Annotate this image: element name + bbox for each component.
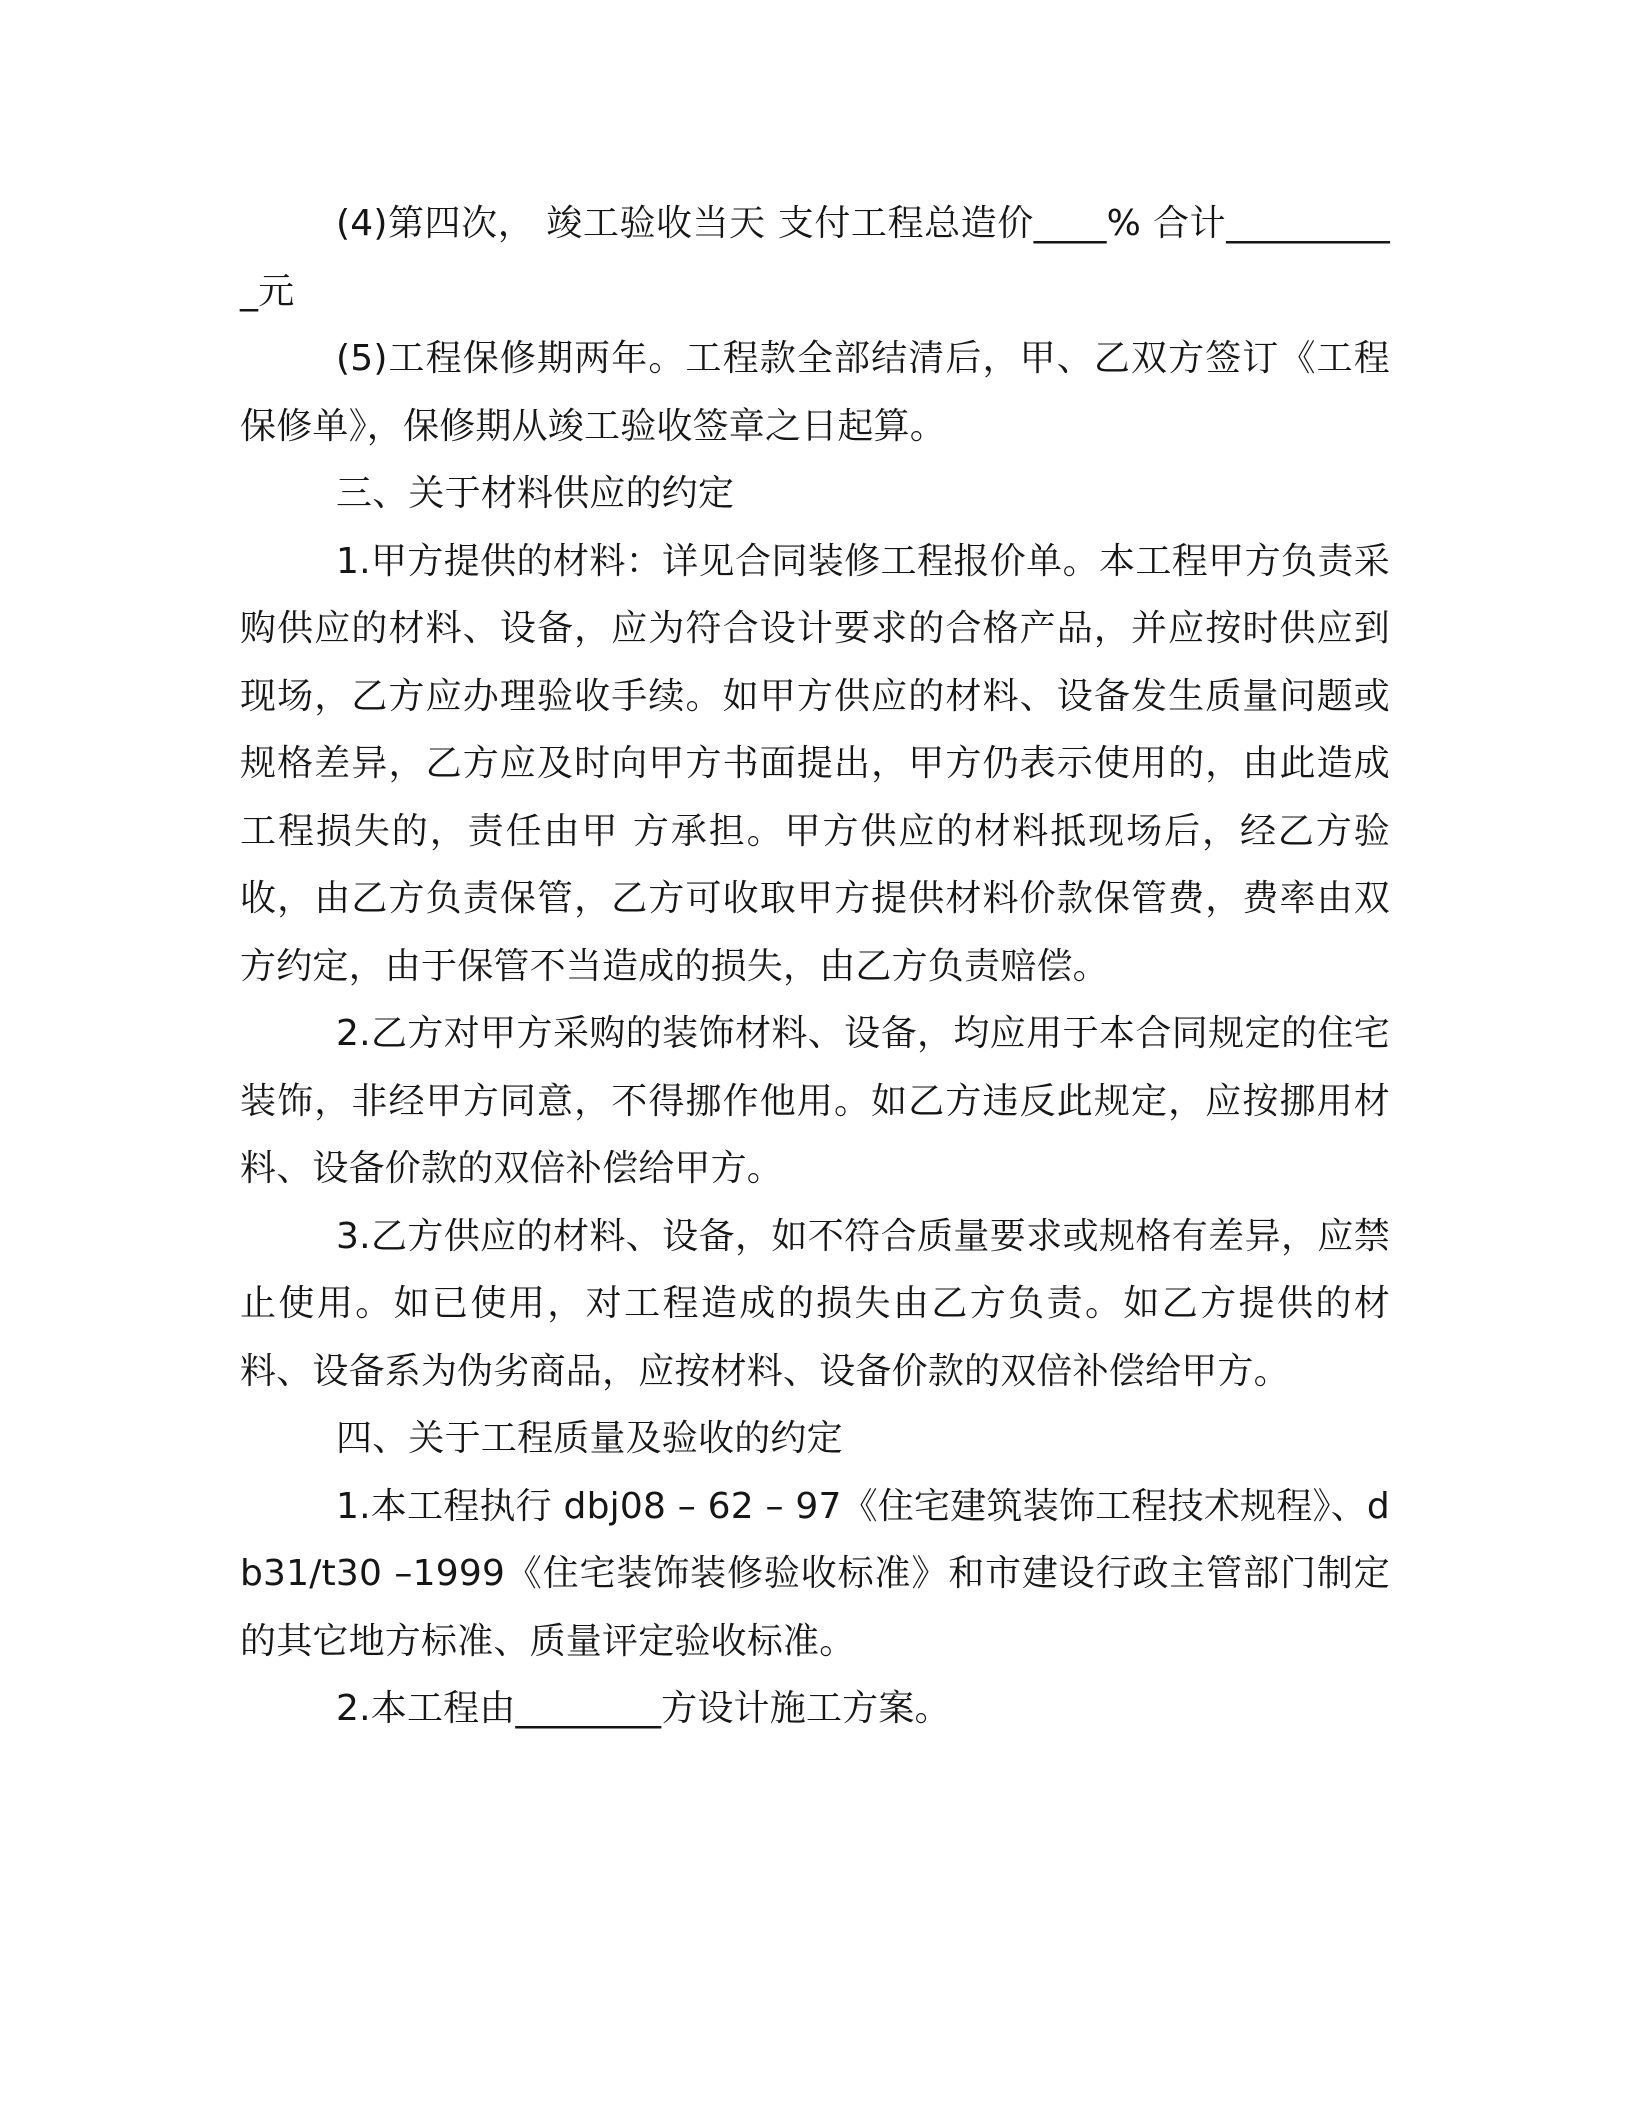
paragraph-standards: 1.本工程执行 dbj08 – 62 – 97《住宅建筑装饰工程技术规程》、db31/t30 –1999《住宅装饰装修验收标准》和市建设行政主管部门制定的其它地方标准、质量评定验收标准。 [240,1485,1390,1662]
paragraph-party-a-materials: 1.甲方提供的材料：详见合同装修工程报价单。本工程甲方负责采购供应的材料、设备，应为符合设计要求的合格产品，并应按时供应到 现场，乙方应办理验收手续。如甲方供应的材料、设备发生质量问题或规格差异，乙方应及时向甲方书面提出，甲方仍表示使用的，由此造成工程损失的，责任由甲 方承担。甲方供应的材料抵现场后，经乙方验收，由乙方负责保管，乙方可收取甲方提供材料价款保管费，费率由双方约定，由于保管不当造成的损失，由乙方负责赔偿。 [240,540,1390,987]
paragraph-party-b-use-of-materials: 2.乙方对甲方采购的装饰材料、设备，均应用于本合同规定的住宅装饰，非经甲方同意，不得挪作他用。如乙方违反此规定，应按挪用材料、设备价款的双倍补偿给甲方。 [240,1013,1390,1189]
document-body [240,190,1390,1743]
paragraph-design-plan: 2.本工程由________方设计施工方案。 [336,1688,951,1729]
paragraph-party-b-supplied-materials: 3.乙方供应的材料、设备，如不符合质量要求或规格有差异，应禁止使用。如已使用，对工程造成的损失由乙方负责。如乙方提供的材料、设备系为伪劣商品，应按材料、设备价款的双倍补偿给甲方。 [240,1215,1390,1392]
paragraph-fourth-payment: (4)第四次， 竣工验收当天 支付工程总造价____% 合计__________元 [240,203,1390,312]
section-heading-material-supply: 三、关于材料供应的约定 [336,473,735,514]
paragraph-warranty-period: (5)工程保修期两年。工程款全部结清后，甲、乙双方签订《工程保修单》，保修期从竣工验收签章之日起算。 [240,338,1390,447]
section-heading-quality-acceptance: 四、关于工程质量及验收的约定 [336,1418,843,1459]
